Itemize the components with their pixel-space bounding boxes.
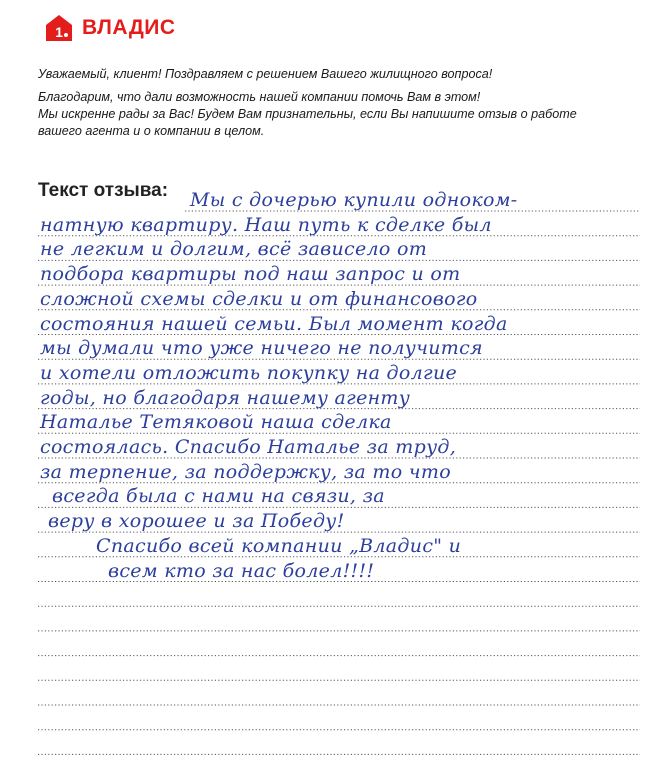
review-line: веру в хорошее и за Победу! — [48, 510, 345, 533]
review-label: Текст отзыва: — [38, 180, 169, 201]
review-line: подбора квартиры под наш запрос и от — [40, 263, 461, 286]
review-line: годы, но благодаря нашему агенту — [40, 386, 411, 409]
review-line: всегда была с нами на связи, за — [52, 485, 385, 508]
review-line: Мы с дочерью купили одноком- — [190, 189, 518, 211]
review-line: натную квартиру. Наш путь к сделке был — [40, 213, 492, 236]
review-line: состояния нашей семьи. Был момент когда — [40, 312, 508, 335]
review-line: и хотели отложить покупку на долгие — [40, 361, 458, 384]
greeting-text: Уважаемый, клиент! Поздравляем с решением Вашего жилищного вопроса! — [38, 67, 493, 81]
review-line: Спасибо всей компании „Владис" и — [96, 534, 462, 557]
brand-name: ВЛАДИС — [82, 16, 176, 39]
review-line: мы думали что уже ничего не получится — [40, 337, 483, 360]
request-text-line1: Мы искренне рады за Вас! Будем Вам признательны, если Вы напишите отзыв о работе — [38, 107, 577, 121]
review-line: сложной схемы сделки и от финансового — [40, 287, 478, 310]
review-line: не легким и долгим, всё зависело от — [40, 238, 428, 261]
review-line: всем кто за нас болел!!!! — [108, 559, 375, 582]
request-text-line2: вашего агента и о компании в целом. — [38, 124, 265, 138]
review-line: Наталье Тетяковой наша сделка — [40, 411, 392, 434]
review-line: за терпение, за поддержку, за то что — [40, 460, 451, 483]
review-line: состоялась. Спасибо Наталье за труд, — [40, 436, 457, 458]
svg-text:1: 1 — [55, 24, 63, 40]
thanks-text: Благодарим, что дали возможность нашей компании помочь Вам в этом! — [38, 90, 481, 104]
